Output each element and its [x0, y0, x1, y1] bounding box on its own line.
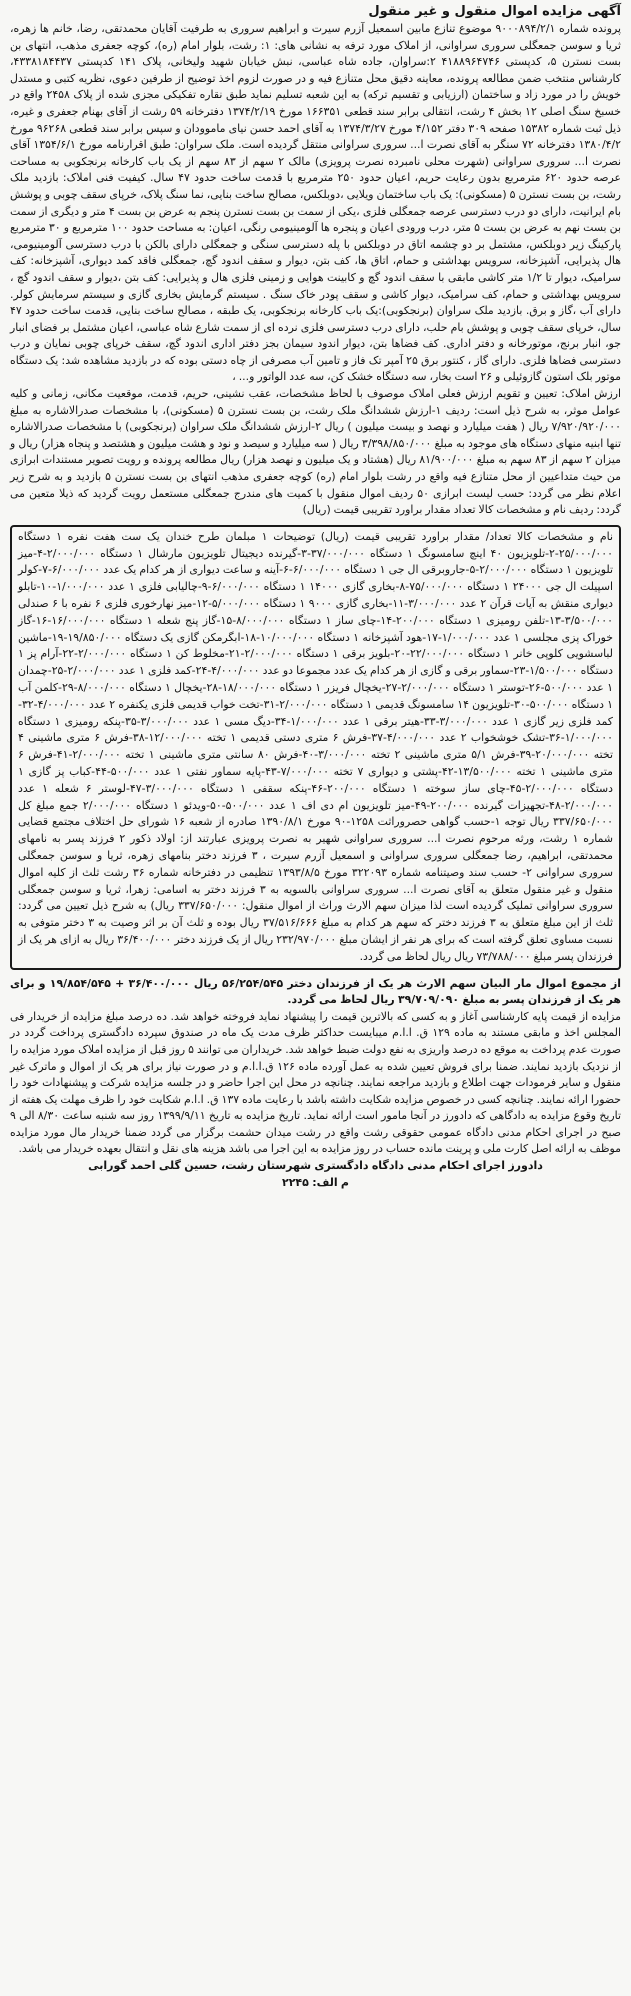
notice-title: آگهی مزایده اموال منقول و غیر منقول	[368, 4, 621, 19]
inheritance-share-text: از مجموع اموال مار البیان سهم الارث هر یک از فرزندان دختر ۵۶/۲۵۴/۵۴۵ ریال ۳۶/۴۰۰/۰۰۰ + ۱۹/۸۵۴/۵۴۵ و برای هر یک از فرزندان پسر به مبلغ ۳۹/۷۰۹/۰۹۰ ریال لحاظ می گردد.	[10, 976, 621, 1007]
movable-items-box	[10, 525, 621, 970]
intro-paragraph: پرونده شماره ۹۰۰۰۸۹۴/۲/۱ موضوع تنازع مابین اسمعیل آزرم سیرت و ابراهیم سروری به طرفیت آقایان محمدتقی، رضا، خانم ها زهره، ثریا و سوسن جمعگلی سروری سراوانی، از املاک مورد ترفه به نشانی های: ۱: رشت، بلوار امام (ره)، کوچه جعفری مذهب، انتهای بن بست نسترن ۵، کدپستی ۴۱۸۸۹۶۴۷۴۶ ۲:سراوان، جاده شاه عباسی، نبش خیابان شهید ولیخانی، پلاک ۱۴۱ کدپستی ۴۳۳۸۱۸۴۴۳۷، کارشناس منتخب ضمن مطالعه پرونده، معاینه دقیق محل متنازع فیه و در صورت لزوم اخذ توضیح از طرفین دعوی، نظریه کتبی و مستدل خویش را در مورد زاد و ساختمان (ارزیابی و تقسیم ترکه) به این شعبه تسلیم نماید طبق نقاره تفکیکی مجزی شده از پلاک ۲۴۵۸ واقع در خسبخ سنگ اصلی ۱۲ بخش ۴ رشت، انتقالی برابر سند قطعی ۱۶۶۳۵۱ مورخ ۱۳۷۴/۲/۱۹ دفترخانه ۵۹ رشت از آقای بهنام جعفری و غیره، ذیل ثبت شماره ۱۵۳۸۲ صفحه ۳۰۹ دفتر ۴/۱۵۲ مورخ ۱۳۷۴/۳/۲۷ به آقای احمد حسن نیای ماموودان و سپس برابر سند قطعی ۹۶۲۶۸ مورخ ۱۳۸۰/۴/۲ دفترخانه ۷۲ سنگر به آقای نصرت ا... سروری سراوانی منتقل گردیده است. ملک سراوان: طبق اقرارنامه مورخ ۱۳۵۴/۶/۱ آقای نصرت ا... سروری سراوانی (شهرت محلی نامبرده نصرت پرویزی) مالک ۲ سهم از ۸۳ سهم از یک باب کارخانه برنجکوبی به مساحت عرصه حدود ۶۲۰ مترمربع بدون رعایت حریم، اعیان حدود ۲۵۰ مترمربع با قدمت ساخت حدود ۴۷ سال. کیفیت فنی املاک: بازدید ملک رشت، بن بست نسترن ۵ (مسکونی): یک باب ساختمان ویلایی ،دوبلکس، مصالح ساخت بنایی، نما سنگ پلاک، خرپای سقف چوبی و پوشش بام ایرانیت، دارای دو درب دسترسی عرصه جمعگلی فلزی ،یکی از سمت بن بست نسترن پنجم به عرض بن بست ۴ متر و دیگری از سمت بن بست نهم به عرض بن بست ۵ متر، درب ورودی اعیان و پنجره ها آلومینیومی رنگی، اعیان: به مساحت حدود ۱۰۰ مترمربع و ۳۰ مترمربع پارکینگ زیر دوبلکس، مشتمل بر دو چشمه اتاق در دوبلکس با پله دسترسی سنگی و جمعگلی دارای بالکن با درب دسترسی آلومینیومی، هال پذیرایی، آشپزخانه، سرویس بهداشتی و حمام، اتاق ها، کف بتن، دیوار و سقف اندود گچ، جمعگلی فاقد کمد دیواری، آشپزخانه: کف سرامیک، دیوار تا ۱/۲ متر کاشی مابقی با سقف اندود گچ و کابینت هوایی و زمینی فلزی هال و پذیرایی: کف بتن ،دیوار و سقف اندود گچ ، سرویس بهداشتی و حمام، کف سرامیک، دیوار کاشی و سقف پودر خاک سنگ . سیستم گرمایش بخاری گازی و سیستم سرمایش کولر. دارای آب ،گاز و برق. بازدید ملک سراوان (برنجکوبی):یک باب کارخانه برنجکوبی، یک طبقه ، مصالح ساخت بنایی، قدمت ساخت حدود ۴۷ سال، خرپای سقف چوبی و پوشش بام حلب، دارای درب دسترسی فلزی نرده ای از سمت شارع شاه عباسی، اعیان مشتمل بر فضای انبار جو، انبار برنج، موتورخانه و دفتر اداری. کف فضاها بتن، دیوار اندود سیمان بجز دفتر اداری اندود گچ، سقف خرپای چوبی نمایان و درب دسترسی فضاها فلزی. دارای گاز ، کنتور برق ۲۵ آمپر تک فاز و تامین آب مصرفی از چاه دستی بوده که در بازدید مشاهده شد: یک دستگاه موتور بلک استون گازوئیلی و ۲۶ است بخار، سه دستگاه خشک کن، سه عدد الواتور و... ،	[10, 22, 622, 384]
signature-line: دادورز اجرای احکام مدنی دادگاه دادگستری شهرستان رشت، حسین گلی احمد گورابی	[88, 1159, 543, 1173]
movable-items-list: نام و مشخصات کالا تعداد/ مقدار براورد تقریبی قیمت (ریال) توضیحات ۱ مبلمان طرح خندان یک ست هفت نفره ۱ دستگاه ۲۵/۰۰۰/۰۰۰-۲-تلویزیون ۴۰ اینچ سامسونگ ۱ دستگاه ۳۷/۰۰۰/۰۰۰-۳-گیرنده دیجیتال تلویزیون مارشال ۱ دستگاه ۲/۰۰۰/۰۰۰-۴-میز تلویزیون ۱ دستگاه ۲/۰۰۰/۰۰۰-۵-جاروبرقی ال جی ۱ دستگاه ۶/۰۰۰/۰۰۰-۶-آینه و ساعت دیواری از هر کدام یک عدد ۶/۰۰۰/۰۰۰-۷-کولر اسپیلت ال جی ۲۴۰۰۰ ۱ دستگاه ۷۵/۰۰۰/۰۰۰-۸-بخاری گازی ۱۴۰۰۰ ۱ دستگاه ۶/۰۰۰/۰۰۰-۹-چالیابی فلزی ۱ عدد ۱/۰۰۰/۰۰۰-۱۰-تابلو دیواری منقش به آیات قرآن ۲ عدد ۳/۰۰۰/۰۰۰-۱۱-بخاری گازی ۹۰۰۰ ۱ دستگاه ۵/۰۰۰/۰۰۰-۱۲-میز نهارخوری فلزی ۶ نفره با ۶ صندلی ۳/۵۰۰/۰۰۰-۱۳-تلفن رومیزی ۱ دستگاه ۲۰۰/۰۰۰-۱۴-چای ساز ۱ دستگاه ۸/۰۰۰/۰۰۰-۱۵-گاز پنج شعله ۱ دستگاه ۱۶/۰۰۰/۰۰۰-۱۶-گاز خوراک پزی مجلسی ۱ عدد ۱/۰۰۰/۰۰۰-۱۷-هود آشپزخانه ۱ دستگاه ۱۰/۰۰۰/۰۰۰-۱۸-ابگرمکن گازی یک دستگاه ۱۹/۸۵۰/۰۰۰-۱۹-ماشین لباسشویی کلوپی خانر ۱ دستگاه ۲۲/۰۰۰/۰۰۰-۲۰-بلویز برقی ۱ دستگاه ۲/۰۰۰/۰۰۰-۲۱-مخلوط کن ۱ دستگاه ۲/۰۰۰/۰۰۰-۲۲-آرام پز ۱ دستگاه ۱/۵۰۰/۰۰۰-۲۳-سماور برقی و گازی از هر کدام یک عدد مجموعا دو عدد ۴/۰۰۰/۰۰۰-۲۴-کمد فلزی ۱ عدد ۲/۰۰۰/۰۰۰-۲۵-چمدان ۱ عدد ۵۰۰/۰۰۰-۲۶-توستر ۱ دستگاه ۲/۰۰۰/۰۰۰-۲۷-یخچال فریزر ۱ دستگاه ۱۸/۰۰۰/۰۰۰-۲۸-یخچال ۱ دستگاه ۸/۰۰۰/۰۰۰-۲۹-کلمن آب ۱ دستگاه ۵۰۰/۰۰۰-۳۰-تلویزیون ۱۴ سامسونگ قدیمی ۱ دستگاه ۲/۰۰۰/۰۰۰-۳۱-تخت خواب قدیمی فلزی یکنفره ۲ عدد ۴/۰۰۰/۰۰۰-۳۲-کمد فلزی زیر گازی ۱ عدد ۳/۰۰۰/۰۰۰-۳۳-هیتر برقی ۱ عدد ۱/۰۰۰/۰۰۰-۳۴-دیگ مسی ۱ عدد ۳/۰۰۰/۰۰۰-۳۵-پنکه رومیزی ۱ دستگاه ۱/۰۰۰/۰۰۰-۳۶-تشک خوشخواب ۲ عدد ۴/۰۰۰/۰۰۰-۳۷-فرش ۶ متری دستی قدیمی ۱ تخته ۱۲/۰۰۰/۰۰۰-۳۸-فرش ۶ متری ماشینی ۴ تخته ۲۰/۰۰۰/۰۰۰-۳۹-فرش ۵/۱ متری ماشینی ۲ تخته ۳/۰۰۰/۰۰۰-۴۰-فرش ۸۰ سانتی متری ماشینی ۱ تخته ۲/۰۰۰/۰۰۰-۴۱-فرش ۶ متری ماشینی ۱ تخته ۱۳/۵۰۰/۰۰۰-۴۲-پشتی و دیواری ۷ تخته ۷/۰۰۰/۰۰۰-۴۳-پایه سماور نفتی ۱ عدد ۵۰۰/۰۰۰-۴۴-کباب پز گازی ۱ دستگاه ۲/۰۰۰/۰۰۰-۴۵-چای ساز سوخته ۱ دستگاه ۲۰۰/۰۰۰-۴۶-پنکه سقفی ۱ دستگاه ۳/۰۰۰/۰۰۰-۴۷-لوستر ۶ شعله ۱ عدد ۲/۰۰۰/۰۰۰-۴۸-تجهیزات گیرنده ۲۰۰/۰۰۰-۴۹-میز تلویزیون ام دی اف ۱ عدد ۵۰۰/۰۰۰-۵۰-ویدئو ۱ دستگاه ۲/۰۰۰/۰۰۰ جمع مبلغ کل ۳۳۷/۶۵۰/۰۰۰ ریال توجه ۱-حسب گواهی حصروراثت ۱۲۵۸-۹۰ مورخ ۱۳۹۰/۸/۱ صادره از شعبه ۱۶ شورای حل اختلاف مجتمع قضایی شماره ۱ رشت، ورثه مرحوم نصرت ا... سروری سراوانی شهیر به نصرت پرویزی عبارتند از: اولاد ذکور ۲ فرزند پسر به نامهای محمدتقی، ابراهیم، رضا جمعگلی سروری سراوانی و اسمعیل آزرم سیرت ، ۳ فرزند دختر بنامهای زهره، ثریا و سوسن جمعگلی سروری سراوانی ۲- حسب سند وصیتنامه شماره ۳۲۲۰۹۳ مورخ ۱۳۹۳/۸/۵ تنظیمی در دفترخانه شماره ۳۶ رشت ثلث از کلیه اموال منقول و غیر منقول متعلق به آقای نصرت ا... سروری سراوانی بالسویه به ۳ فرزند دختر به اسامی: زهرا، ثریا و سوسن جمعگلی سروری سراوانی تملیک گردیده است لذا میزان سهم الارث وراث از اموال منقول: ۳۳۷/۶۵۰/۰۰۰ ریال) به شرح ذیل تعیین می گردد: ثلث از این مبلغ متعلق به ۳ فرزند دختر که سهم هر کدام به مبلغ ۳۷/۵۱۶/۶۶۶ ریال بوده و ثلث آن بر اثر وصیت به ۳ دختر متوفی به نسبت مساوی تعلق گرفته است که برای هر نفر از ایشان مبلغ ۲۳۲/۹۷۰/۰۰۰ ریال از یک فرزند دختر ۳۶/۴۰۰/۰۰۰ ریال به ازای هر یک از فرزندان پسر مبلغ ۷۳/۷۸۸/۰۰۰ ریال ریال لحاظ می گردد.	[18, 529, 614, 963]
auction-terms-text: مزایده از قیمت پایه کارشناسی آغاز و به کسی که بالاترین قیمت را پیشنهاد نماید فروخته خواهد شد. ده درصد مبلغ مزایده از خریدار فی المجلس اخذ و مابقی مستند به ماده ۱۲۹ ق. ا.ا.م میبایست حداکثر ظرف مدت یک ماه در صندوق سپرده دادگستری پرداخت گردد در صورت عدم پرداخت به موقع ده درصد واریزی به نفع دولت ضبط خواهد شد. خریداران می توانند ۵ روز قبل از مزایده املاک مورد مزایده را از نزدیک بازدید نمایند. ضمنا برای فروش تعیین شده به عمل آورده ماده ۱۲۶ ق.ا.ا.م و در صورت نیاز برای هر یک از اموال و ماترک غیر منقول و سایر فرمودات جهت اطلاع و بازدید مراجعه نمایند. چنانچه در محل این اجرا حاضر و در جلسه مزایده شرکت و پیشنهادات خود را حضورا ارائه نمایند. چنانچه کسی در خصوص مزایده شکایت داشته باشد با رعایت ماده ۱۳۷ ق. ا.ا.م شکایت خود را ظرف مهلت یک هفته از تاریخ وقوع مزایده به دادگاهی که دادورز در آنجا مامور است ارائه نماید. تاریخ مزایده به تاریخ ۱۳۹۹/۹/۱۱ روز سه شنبه ساعت ۸/۳۰ الی ۹ صبح در اجرای احکام مدنی دادگاه عمومی حقوقی رشت واقع در رشت میدان حشمت برگزار می گردد ضمنا خریدار مال مورد مزایده موظف به ارائه اصل کارت ملی و پرینت مانده حساب در روز مزایده به این اجرا می باشد هزینه های نقل و انتقال بعهده خریدار می باشد.	[10, 1009, 621, 1156]
valuation-paragraph: ارزش املاک: تعیین و تقویم ارزش فعلی املاک موصوف با لحاظ مشخصات، عقب نشینی، حریم، قدمت، موقعیت مکانی، زمانی و کلیه عوامل موثر، به شرح ذیل است: ردیف ۱-ارزش ششدانگ ملک رشت، بن بست نسترن ۵ (مسکونی)، با مشخصات صدرالاشاره به مبلغ ۷/۹۲۰/۹۲۰/۰۰۰ ریال ( هفت میلیارد و نهصد و بیست میلیون ) ریال ۲-ارزش ششدانگ ملک سراوان (برنجکوبی) با مشخصات صدرالاشاره تنها ابنیه منهای دستگاه های موجود به مبلغ ۳/۳۹۸/۸۵۰/۰۰۰ ریال ( سه میلیارد و سیصد و نود و هشت میلیون و هشتصد و پنجاه هزار) ریال و میزان ۲ سهم از ۸۳ سهم به مبلغ ۸۱/۹۰۰/۰۰۰ ریال (هشتاد و یک میلیون و نهصد هزار) ریال مطالعه پرونده و رویت تصویر مستندات ابرازی من حیث متداعیین از محل متنازع فیه واقع در رشت بلوار امام (ره) کوچه جعفری مذهب انتهای بن بست نسترن ۵ بازدید و به شرح زیر اعلام نظر می گردد: حسب لیست ابرازی ۵۰ ردیف اموال منقول با کمیت های مندرج جمعگلی مستعمل رویت گردید که ذیلا متعین می گردد: ردیف نام و مشخصات کالا تعداد مقدار براورد تقریبی قیمت (ریال)	[10, 387, 621, 517]
notice-code: م الف: ۲۲۴۵	[282, 1175, 349, 1189]
